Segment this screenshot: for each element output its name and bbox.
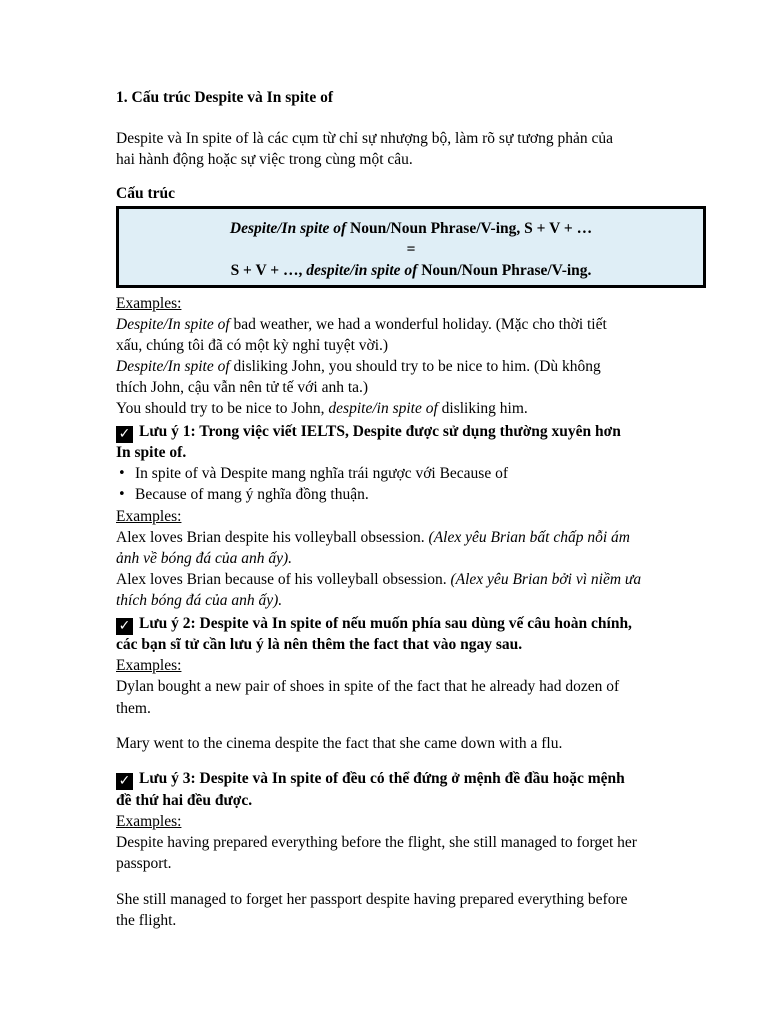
examples-label: Examples:: [116, 813, 182, 830]
example-1-line-2: xấu, chúng tôi đã có một kỳ nghỉ tuyệt vời.): [116, 337, 389, 354]
example-2-line-2: ảnh về bóng đá của anh ấy).: [116, 550, 293, 567]
bullet-icon: •: [118, 466, 126, 481]
check-box-icon: ✓: [116, 426, 133, 443]
examples-label: Examples:: [116, 295, 182, 312]
example-1-line-4: thích John, cậu vẫn nên tử tế với anh ta.): [116, 379, 369, 396]
intro-line-1: Despite và In spite of là các cụm từ chỉ sự nhượng bộ, làm rõ sự tương phản của: [116, 130, 614, 147]
example-2-line-4: thích bóng đá của anh ấy).: [116, 592, 283, 609]
bullet-icon: •: [118, 487, 126, 502]
example-3-line-3: Mary went to the cinema despite the fact that she came down with a flu.: [116, 735, 563, 752]
example-2-line-3: Alex loves Brian because of his volleyball obsession. (Alex yêu Brian bởi vì niềm ưa: [116, 571, 642, 588]
note-1-line-1: ✓ Lưu ý 1: Trong việc viết IELTS, Despite được sử dụng thường xuyên hơn: [116, 421, 621, 443]
example-1-line-3: Despite/In spite of disliking John, you should try to be nice to him. (Dù không: [116, 358, 601, 375]
formula-line-3: S + V + …, despite/in spite of Noun/Noun Phrase/V-ing.: [230, 262, 592, 279]
example-3-line-1: Dylan bought a new pair of shoes in spite of the fact that he already had dozen of: [116, 678, 620, 695]
intro-line-2: hai hành động hoặc sự việc trong cùng một câu.: [116, 151, 413, 168]
example-1-line-5: You should try to be nice to John, despite/in spite of disliking him.: [116, 400, 528, 417]
bullet-item-2: Because of mang ý nghĩa đồng thuận.: [135, 486, 369, 503]
check-box-icon: ✓: [116, 773, 133, 790]
formula-equals: =: [406, 241, 416, 258]
example-2-line-1: Alex loves Brian despite his volleyball obsession. (Alex yêu Brian bất chấp nỗi ám: [116, 529, 630, 546]
note-3-line-1: ✓ Lưu ý 3: Despite và In spite of đều có thể đứng ở mệnh đề đầu hoặc mệnh: [116, 768, 625, 790]
examples-label: Examples:: [116, 657, 182, 674]
example-4-line-4: the flight.: [116, 912, 177, 929]
bullet-item-1: In spite of và Despite mang nghĩa trái ngược với Because of: [135, 465, 509, 482]
note-3-line-2: đề thứ hai đều được.: [116, 792, 253, 809]
example-1-line-1: Despite/In spite of bad weather, we had a wonderful holiday. (Mặc cho thời tiết: [116, 316, 607, 333]
note-2-line-1: ✓ Lưu ý 2: Despite và In spite of nếu muốn phía sau dùng vế câu hoàn chính,: [116, 613, 632, 635]
note-1-line-2: In spite of.: [116, 444, 187, 461]
examples-label: Examples:: [116, 508, 182, 525]
example-4-line-2: passport.: [116, 855, 172, 872]
formula-line-1: Despite/In spite of Noun/Noun Phrase/V-ing, S + V + …: [229, 220, 593, 237]
structure-label: Cấu trúc: [116, 185, 175, 202]
example-3-line-2: them.: [116, 700, 151, 717]
formula-box: [116, 206, 706, 288]
section-heading: 1. Cấu trúc Despite và In spite of: [116, 89, 333, 106]
example-4-line-1: Despite having prepared everything before the flight, she still managed to forget her: [116, 834, 637, 851]
example-4-line-3: She still managed to forget her passport despite having prepared everything before: [116, 891, 628, 908]
note-2-line-2: các bạn sĩ tử cần lưu ý là nên thêm the fact that vào ngay sau.: [116, 636, 523, 653]
check-box-icon: ✓: [116, 618, 133, 635]
